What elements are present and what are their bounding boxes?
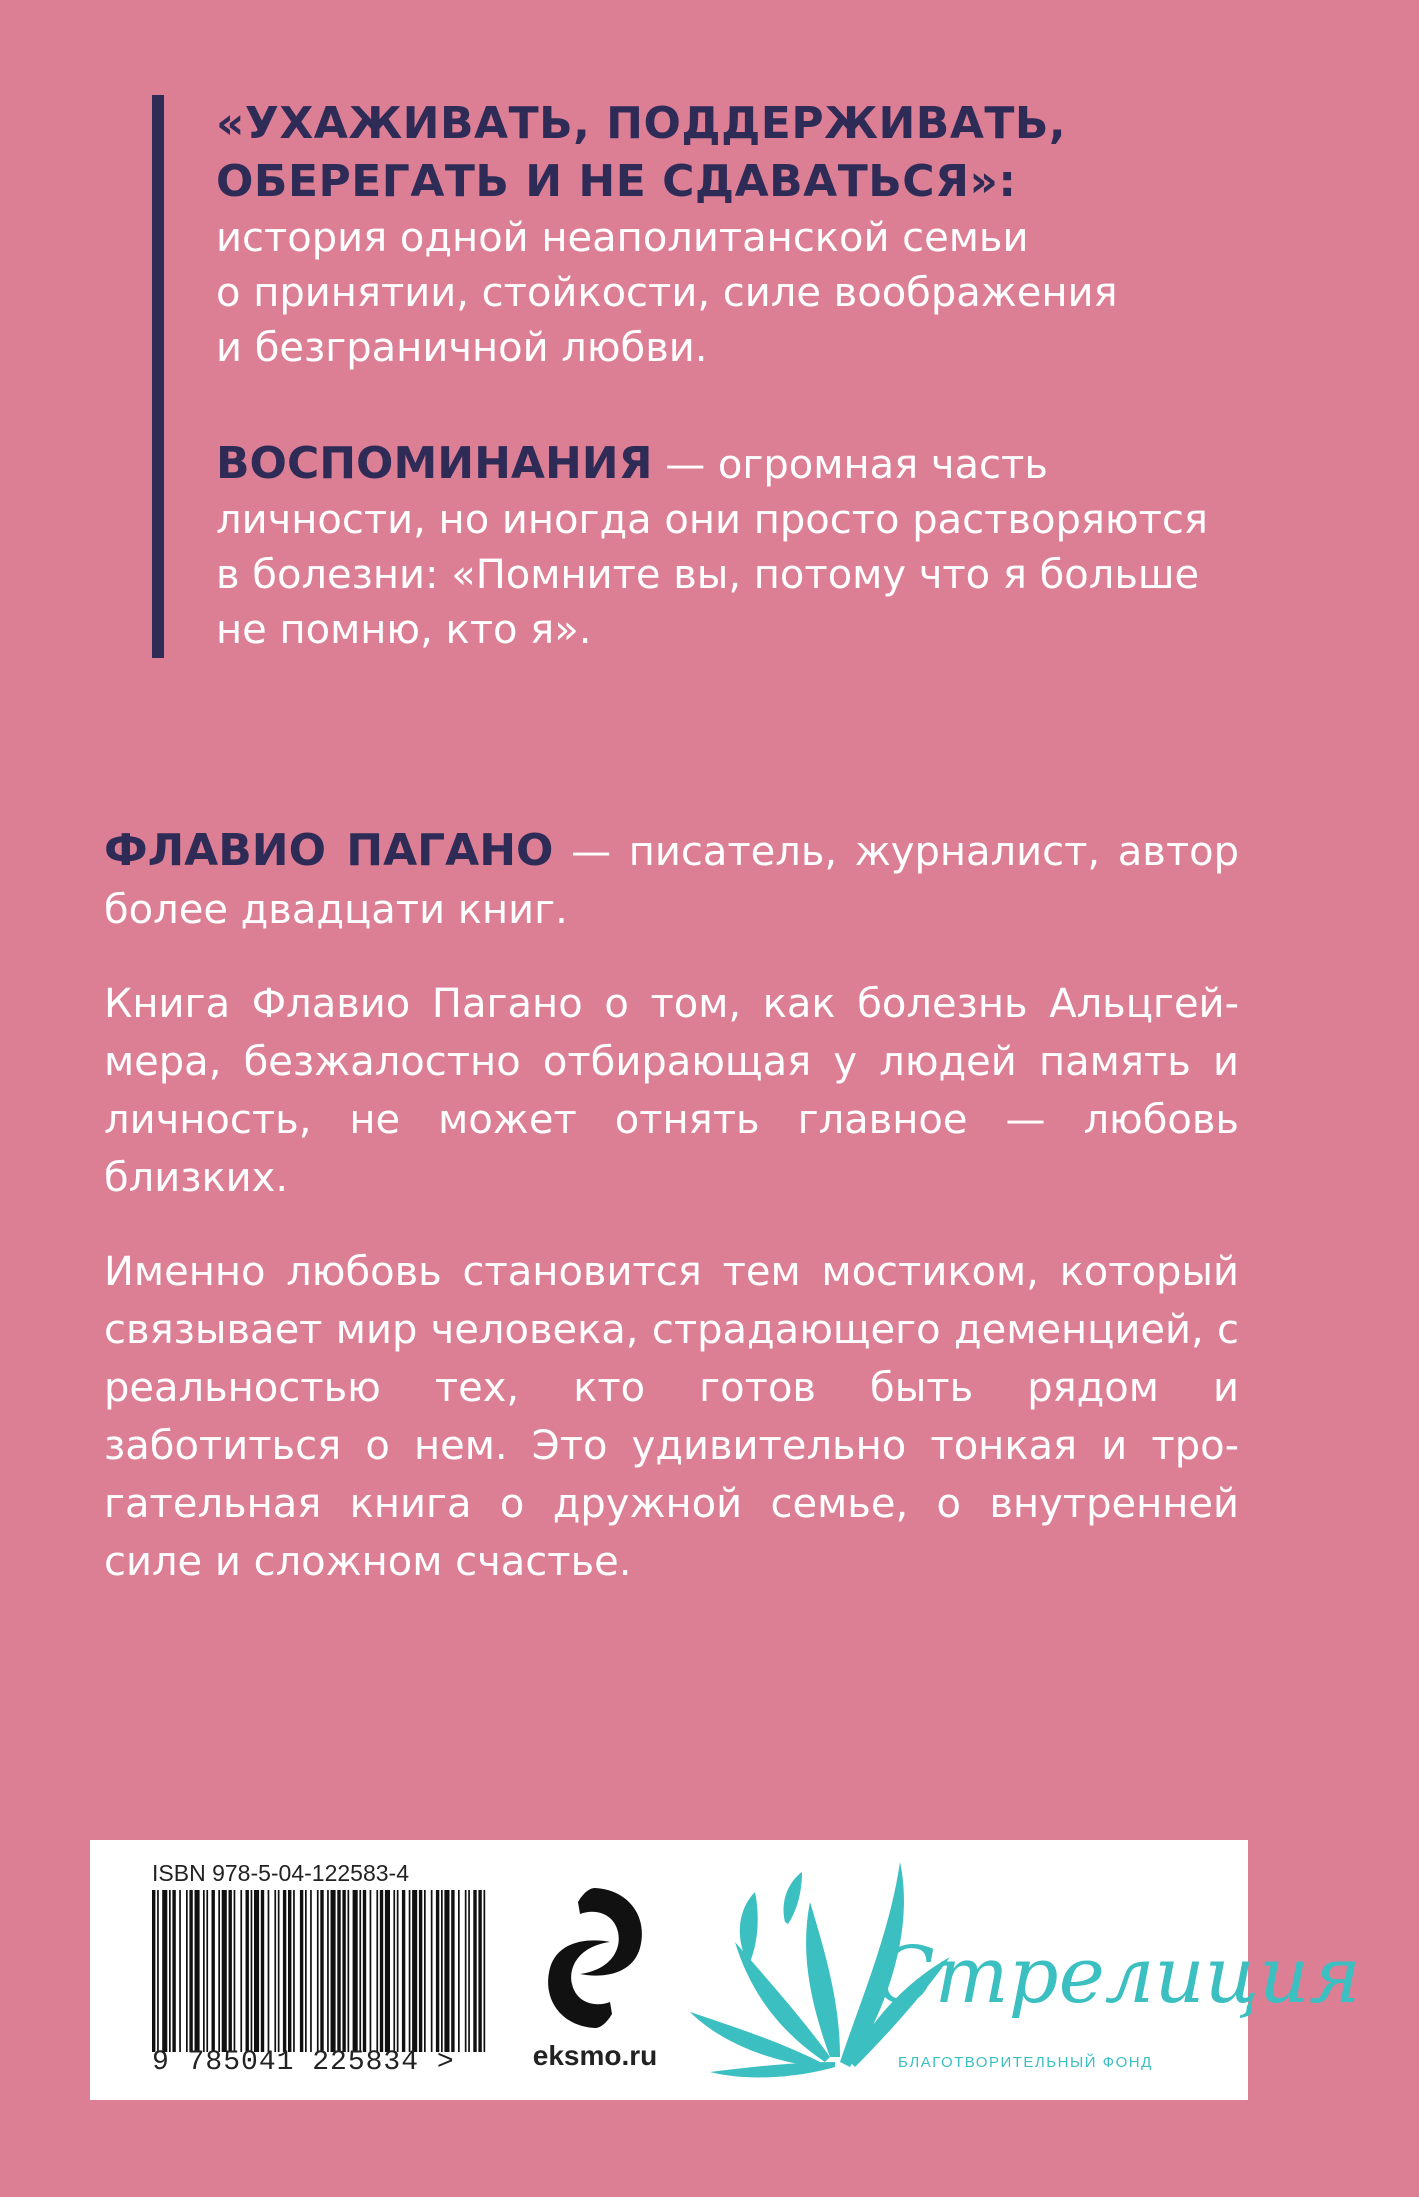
author-paragraph — [104, 822, 1239, 939]
annotation-text — [104, 822, 1239, 1627]
fund-subtitle: БЛАГОТВОРИТЕЛЬНЫЙ ФОНД — [898, 2054, 1153, 2071]
author-name: ФЛАВИО ПАГАНО — [104, 825, 554, 876]
memories-paragraph — [216, 436, 1216, 658]
eksmo-url: eksmo.ru — [532, 2040, 658, 2071]
quote-line-3: и безграничной любви. — [216, 325, 708, 371]
description-paragraph-1: Книга Флавио Пагано о том, как болезнь Альцгеймера, безжалостно отбирающая у людей память и личность, не может отнять главное — любовь близких. — [104, 981, 1239, 1201]
fund-name: Стрелиция — [875, 1931, 1361, 2021]
bottom-panel — [90, 1840, 1361, 2100]
barcode — [152, 1890, 490, 2052]
description-paragraph-2: Именно любовь становится тем мостиком, который связывает мир человека, страдающего деменцией, с реальностью тех, кто готов быть рядом и заботиться о нем. Это удивительно тонкая и трогательная книга о дружной семье, о внутренней силе и сложном счастье. — [104, 1249, 1239, 1585]
quote-block — [152, 95, 1216, 658]
quote-line-1: история одной неаполитанской семьи — [216, 215, 1029, 261]
eksmo-logo-icon — [540, 1878, 650, 2038]
memories-text: — огромная часть личности, но иногда они просто растворяются в болезни: «Помните вы, потому что я больше не помню, кто я». — [216, 442, 1208, 653]
isbn-label: ISBN 978-5-04-122583-4 — [152, 1860, 409, 1886]
author-description: — писатель, журналист, автор более двадцати книг. — [104, 829, 1239, 933]
memories-heading: ВОСПОМИНАНИЯ — [216, 438, 653, 489]
barcode-digits: 9 785041 225834 > — [152, 2047, 455, 2078]
quote-headline: «УХАЖИВАТЬ, ПОДДЕРЖИВАТЬ, ОБЕРЕГАТЬ И НЕ СДАВАТЬСЯ»: — [216, 98, 1067, 207]
quote-line-2: о принятии, стойкости, силе воображения — [216, 270, 1118, 316]
